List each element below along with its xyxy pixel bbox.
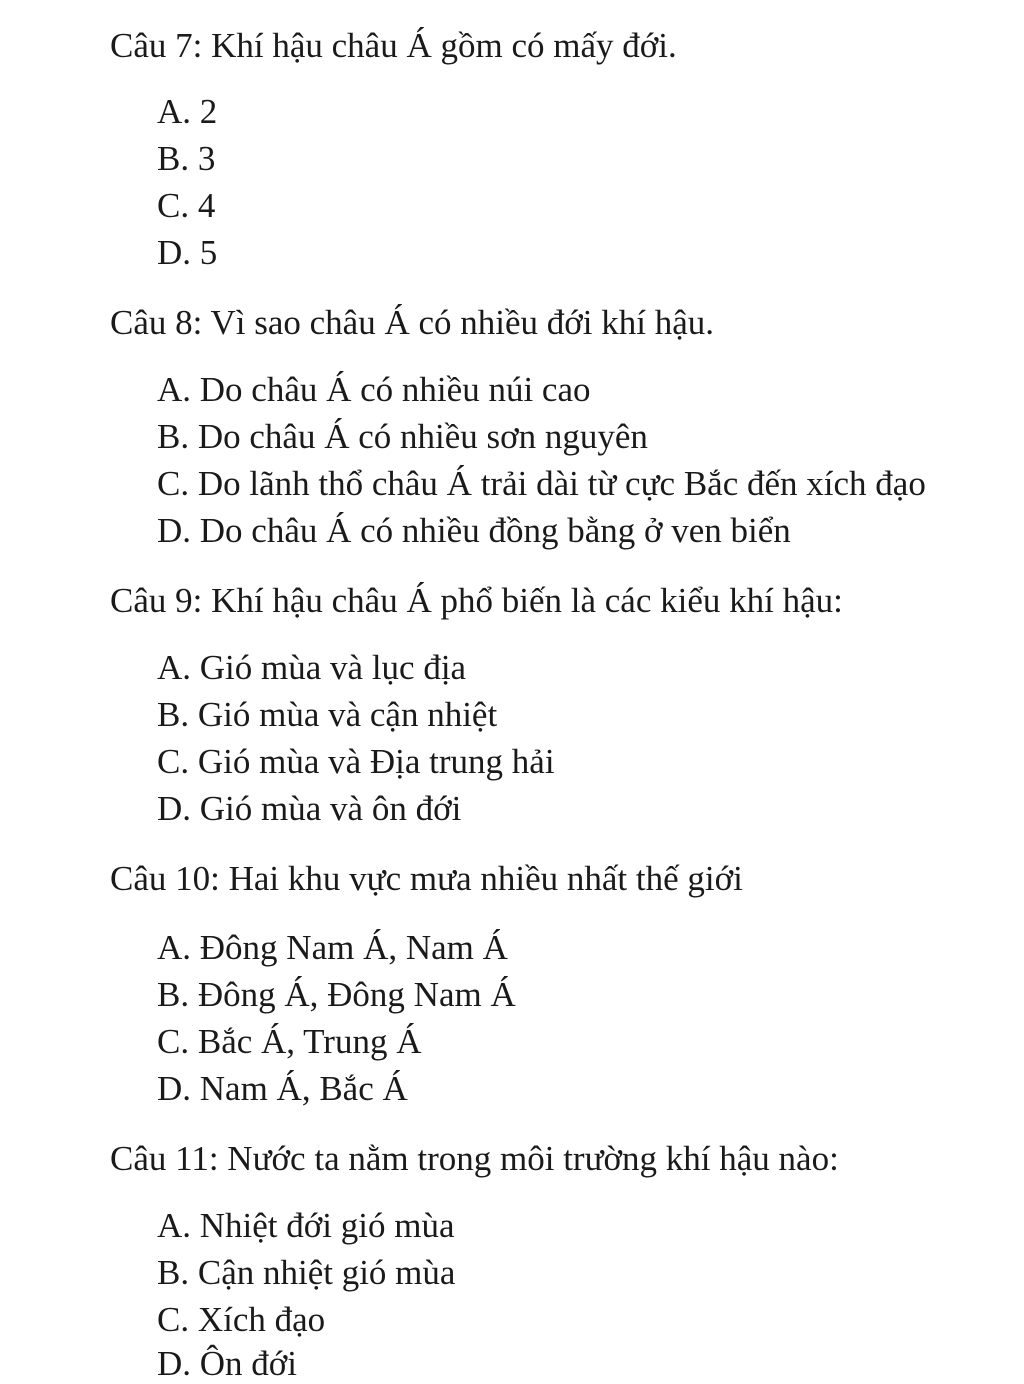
question-10-option-d: D. Nam Á, Bắc Á (157, 1069, 408, 1108)
question-7-option-b: B. 3 (157, 139, 216, 178)
question-11-option-d: D. Ôn đới (157, 1344, 298, 1383)
question-8-option-b: B. Do châu Á có nhiều sơn nguyên (157, 417, 648, 456)
question-10-option-b: B. Đông Á, Đông Nam Á (157, 975, 516, 1014)
question-11-option-c: C. Xích đạo (157, 1300, 326, 1339)
question-11-option-b: B. Cận nhiệt gió mùa (157, 1253, 456, 1292)
question-7-option-a: A. 2 (157, 92, 218, 131)
question-11-title: Câu 11: Nước ta nằm trong môi trường khí hậu nào: (110, 1139, 839, 1178)
question-9-title: Câu 9: Khí hậu châu Á phổ biến là các kiểu khí hậu: (110, 581, 843, 620)
question-9-option-b: B. Gió mùa và cận nhiệt (157, 695, 498, 734)
question-7-option-d: D. 5 (157, 233, 218, 272)
question-8-option-c: C. Do lãnh thổ châu Á trải dài từ cực Bắc đến xích đạo (157, 464, 926, 503)
question-9-option-a: A. Gió mùa và lục địa (157, 648, 467, 687)
question-8-option-d: D. Do châu Á có nhiều đồng bằng ở ven biển (157, 511, 791, 550)
question-10-option-c: C. Bắc Á, Trung Á (157, 1022, 422, 1061)
question-7-title: Câu 7: Khí hậu châu Á gồm có mấy đới. (110, 26, 677, 65)
question-11-option-a: A. Nhiệt đới gió mùa (157, 1206, 455, 1245)
question-9-option-d: D. Gió mùa và ôn đới (157, 789, 462, 828)
question-8-title: Câu 8: Vì sao châu Á có nhiều đới khí hậu. (110, 303, 715, 342)
question-8-option-a: A. Do châu Á có nhiều núi cao (157, 370, 591, 409)
question-10-option-a: A. Đông Nam Á, Nam Á (157, 928, 508, 967)
question-7-option-c: C. 4 (157, 186, 216, 225)
question-10-title: Câu 10: Hai khu vực mưa nhiều nhất thế giới (110, 859, 743, 898)
question-9-option-c: C. Gió mùa và Địa trung hải (157, 742, 555, 781)
